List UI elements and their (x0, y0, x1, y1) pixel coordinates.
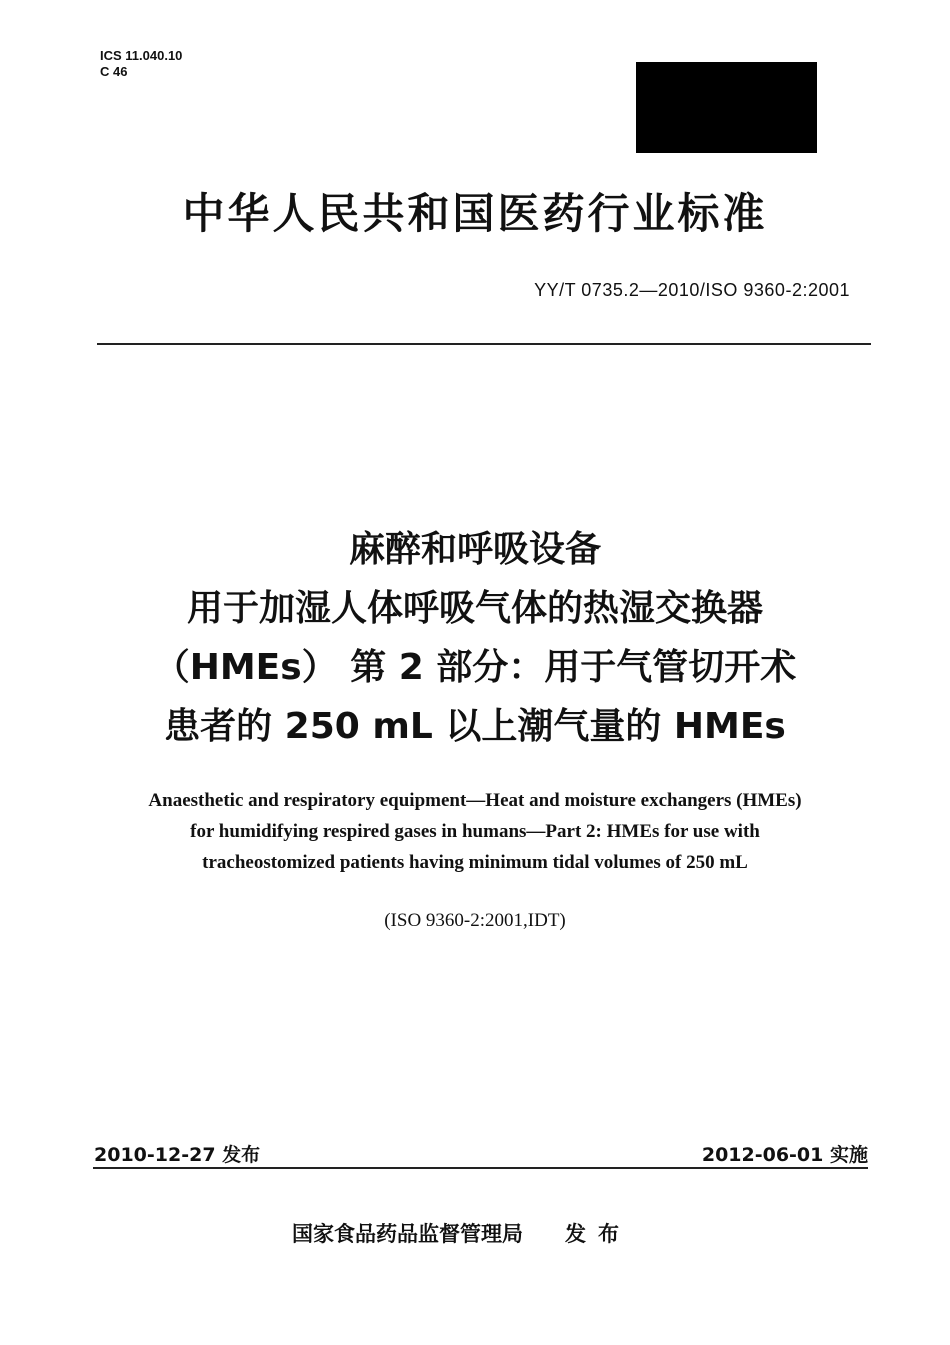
english-title-line: Anaesthetic and respiratory equipment—Heat and moisture exchangers (HMEs) (148, 790, 802, 811)
issue-date: 2010-12-27 发布 (94, 1144, 261, 1166)
chinese-title-line: （HMEs） 第 2 部分：用于气管切开术 (153, 647, 797, 688)
english-title-line: for humidifying respired gases in humans—Part 2: HMEs for use with (190, 821, 760, 842)
ics-code: ICS 11.040.10 (100, 48, 183, 63)
issuer-action: 发布 (565, 1222, 631, 1246)
chinese-title-line: 麻醉和呼吸设备 (348, 529, 601, 570)
implementation-date: 2012-06-01 实施 (701, 1144, 868, 1166)
iso-reference: (ISO 9360-2:2001,IDT) (384, 910, 566, 931)
issuer-name: 国家食品药品监督管理局 (292, 1222, 523, 1246)
issuer (292, 1218, 631, 1248)
top-divider (97, 343, 871, 345)
redacted-logo-block (636, 62, 817, 153)
english-title-line: tracheostomized patients having minimum tidal volumes of 250 mL (202, 852, 748, 873)
english-title (0, 785, 950, 878)
chinese-title-line: 患者的 250 mL 以上潮气量的 HMEs (164, 706, 786, 747)
classification-codes (100, 48, 182, 80)
ccs-code: C 46 (100, 64, 128, 79)
standard-number: YY/T 0735.2—2010/ISO 9360-2:2001 (534, 280, 850, 300)
standard-title: 中华人民共和国医药行业标准 (182, 189, 768, 238)
chinese-title-line: 用于加湿人体呼吸气体的热湿交换器 (186, 588, 763, 629)
bottom-divider (93, 1167, 868, 1169)
chinese-title (0, 520, 950, 756)
